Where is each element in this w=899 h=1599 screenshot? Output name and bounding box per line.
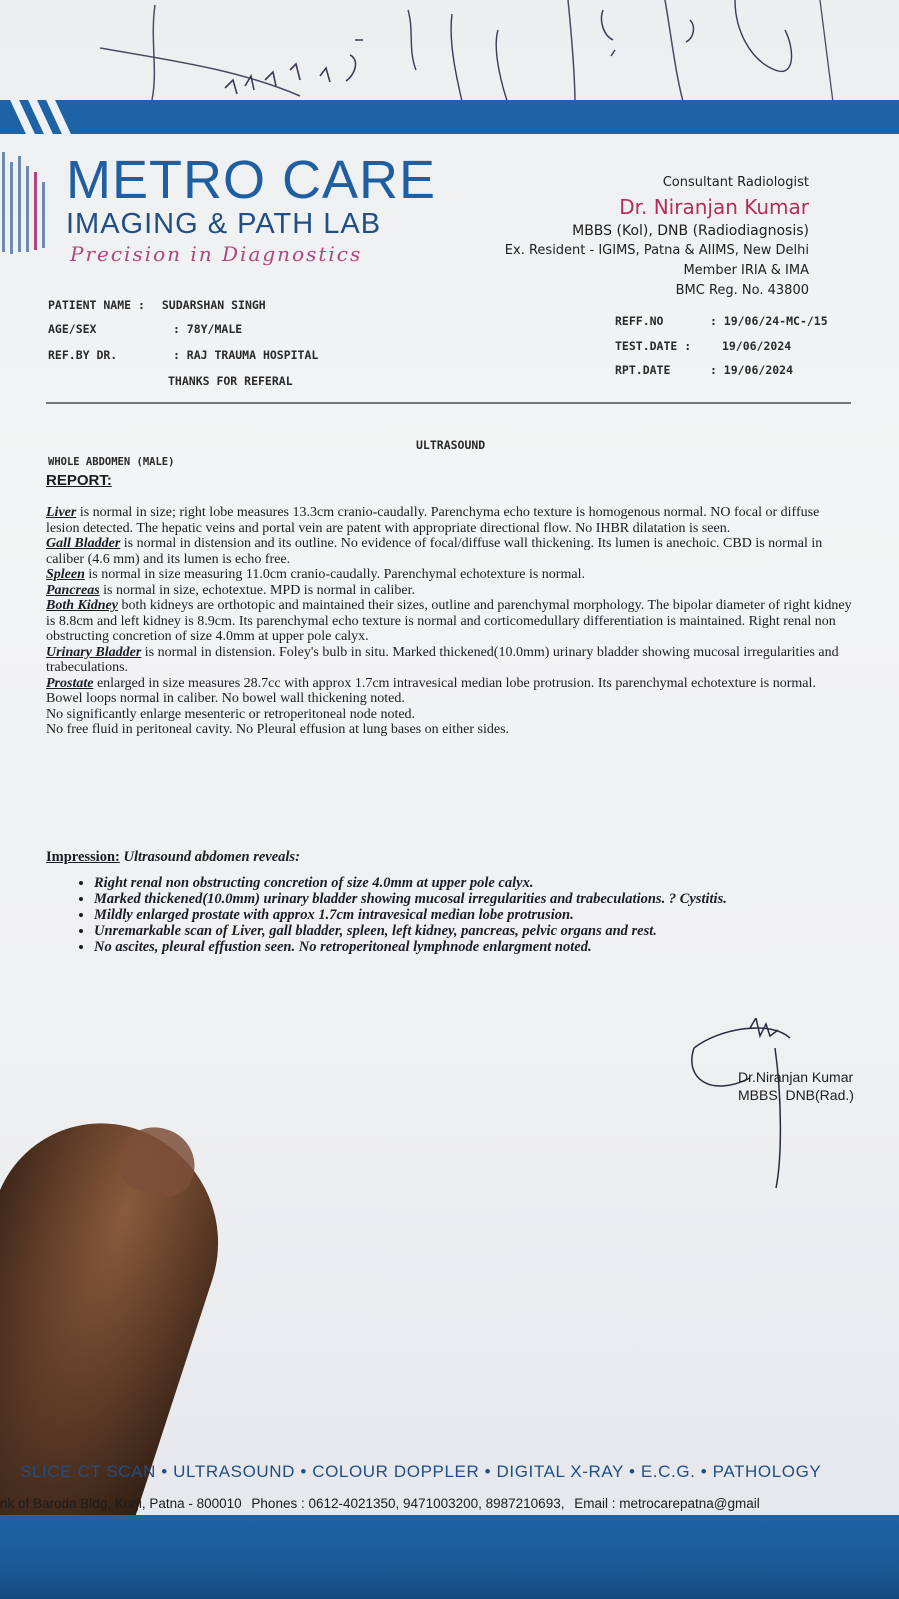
prostate-label: Prostate	[46, 675, 94, 691]
kidney-label: Both Kidney	[46, 598, 118, 613]
bowel-line: Bowel loops normal in caliber. No bowel wall thickening noted.	[46, 691, 405, 706]
pancreas-text: is normal in size, echotextue. MPD is normal in caliber.	[99, 582, 415, 598]
impression-item: • No ascites, pleural effustion seen. No retroperitoneal lymphnode enlargment noted.	[94, 940, 866, 955]
gallbladder-paragraph	[46, 536, 856, 567]
lab-name: METRO CARE	[66, 150, 437, 210]
spleen-text: is normal in size measuring 11.0cm cranio-caudally. Parenchymal echotexture is normal.	[84, 567, 585, 582]
modality-title: ULTRASOUND	[416, 438, 486, 452]
test-date-label: TEST.DATE :	[615, 339, 692, 353]
radiologist-details	[505, 173, 809, 301]
header-color-band	[0, 100, 899, 134]
bladder-label: Urinary Bladder	[46, 644, 142, 660]
prostate-text: enlarged in size measures 28.7cc with approx 1.7cm intravesical median lobe protrusion. Its parenchymal echotexture is normal.	[93, 675, 816, 691]
patient-age-label: AGE/SEX	[48, 322, 97, 336]
patient-name-value: SUDARSHAN SINGH	[161, 298, 266, 312]
pancreas-paragraph	[46, 583, 856, 599]
patient-ref-label: REF.BY DR.	[48, 348, 118, 362]
fluid-line: No free fluid in peritoneal cavity. No Pleural effusion at lung bases on either sides.	[46, 722, 510, 737]
impression-section	[46, 849, 866, 956]
prostate-paragraph	[46, 676, 856, 692]
impression-lead: Ultrasound abdomen reveals:	[119, 849, 300, 865]
kidney-text: both kidneys are orthotopic and maintained their sizes, outline and parenchymal morphology. The bipolar diameter of right kidney is 8.8cm and left kidney is 8.9cm. Its parenchymal echo texture is normal and corticomedullary differentiation is maintained. Right renal non obstructing concretion of size 4.0mm at upper pole calyx.	[46, 598, 852, 644]
liver-paragraph	[46, 505, 856, 536]
patient-name-label: PATIENT NAME :	[48, 298, 145, 312]
bladder-paragraph	[46, 645, 856, 676]
lab-tagline: Precision in Diagnostics	[70, 242, 363, 266]
nodes-line: No significantly enlarge mesenteric or retroperitoneal node noted.	[46, 706, 416, 722]
patient-ref-row	[48, 348, 318, 362]
impression-item: • Marked thickened(10.0mm) urinary bladder showing mucosal irregularities and trabeculations. ? Cystitis.	[94, 892, 866, 907]
report-heading: REPORT:	[46, 472, 112, 489]
reff-no-row	[615, 314, 828, 328]
liver-label: Liver	[46, 505, 77, 520]
impression-item: • Unremarkable scan of Liver, gall bladder, spleen, left kidney, pancreas, pelvic organs and rest.	[94, 924, 866, 939]
lab-subtitle: IMAGING & PATH LAB	[66, 208, 382, 240]
radiologist-title: Consultant Radiologist	[662, 175, 809, 190]
impression-list	[46, 876, 866, 955]
impression-label: Impression:	[46, 849, 120, 865]
patient-age-value: : 78Y/MALE	[172, 322, 243, 336]
kidney-paragraph	[46, 598, 856, 645]
patient-name-row	[48, 298, 266, 312]
report-body	[46, 505, 856, 738]
bladder-text: is normal in distension. Foley's bulb in situ. Marked thickened(10.0mm) urinary bladder showing mucosal irregularities and trabeculations.	[46, 644, 839, 675]
radiologist-qualification: MBBS (Kol), DNB (Radiodiagnosis)	[572, 223, 809, 239]
services-line: SLICE CT SCAN • ULTRASOUND • COLOUR DOPPLER • DIGITAL X-RAY • E.C.G. • PATHOLOGY	[20, 1462, 822, 1481]
reff-no-value: : 19/06/24-MC-/15	[709, 314, 828, 328]
radiologist-membership: Member IRIA & IMA	[683, 263, 809, 278]
impression-item: • Mildly enlarged prostate with approx 1.7cm intravesical median lobe protrusion.	[94, 908, 866, 923]
lab-logo-icon	[0, 152, 60, 262]
footer-phones: Phones : 0612-4021350, 9471003200, 8987210693,	[251, 1496, 565, 1511]
patient-ref-value: : RAJ TRAUMA HOSPITAL	[172, 348, 319, 362]
spleen-label: Spleen	[46, 567, 85, 582]
signature-degree: MBBS, DNB(Rad.)	[738, 1087, 854, 1103]
rpt-date-label: RPT.DATE	[615, 363, 671, 377]
liver-text: is normal in size; right lobe measures 13.3cm cranio-caudally. Parenchyma echo texture is homogenous normal. NO focal or diffuse lesion detected. The hepatic veins and portal vein are patent with appropriate directional flow. No IHBR dilatation is seen.	[46, 505, 820, 536]
thanks-line: THANKS FOR REFERAL	[168, 374, 293, 388]
radiologist-name: Dr. Niranjan Kumar	[619, 195, 809, 219]
header-divider	[46, 402, 851, 404]
radiologist-experience: Ex. Resident - IGIMS, Patna & AIIMS, New Delhi	[504, 243, 809, 258]
impression-item: • Right renal non obstructing concretion of size 4.0mm at upper pole calyx.	[94, 876, 866, 891]
study-title: WHOLE ABDOMEN (MALE)	[48, 456, 175, 468]
footer-email: Email : metrocarepatna@gmail	[574, 1496, 760, 1511]
gallbladder-text: is normal in distension and its outline. No evidence of focal/diffuse wall thickening. Its lumen is anechoic. CBD is normal in caliber (4.6 mm) and its lumen is echo free.	[46, 536, 823, 567]
gallbladder-label: Gall Bladder	[46, 536, 121, 551]
radiologist-registration: BMC Reg. No. 43800	[675, 283, 809, 298]
rpt-date-value: : 19/06/2024	[709, 363, 794, 377]
footer-address: nk of Baroda Bldg, Kurji, Patna - 800010	[0, 1496, 242, 1511]
rpt-date-row	[615, 363, 793, 377]
signature-block	[738, 1068, 854, 1104]
footer-color-band	[0, 1515, 899, 1599]
test-date-row	[615, 339, 791, 353]
signature-scribble	[690, 1018, 870, 1198]
pancreas-label: Pancreas	[46, 582, 100, 598]
contact-line	[0, 1496, 760, 1511]
test-date-value: 19/06/2024	[721, 339, 792, 353]
signature-name: Dr.Niranjan Kumar	[738, 1069, 854, 1085]
patient-age-row	[48, 322, 242, 336]
spleen-paragraph	[46, 567, 856, 583]
reff-no-label: REFF.NO	[615, 314, 664, 328]
